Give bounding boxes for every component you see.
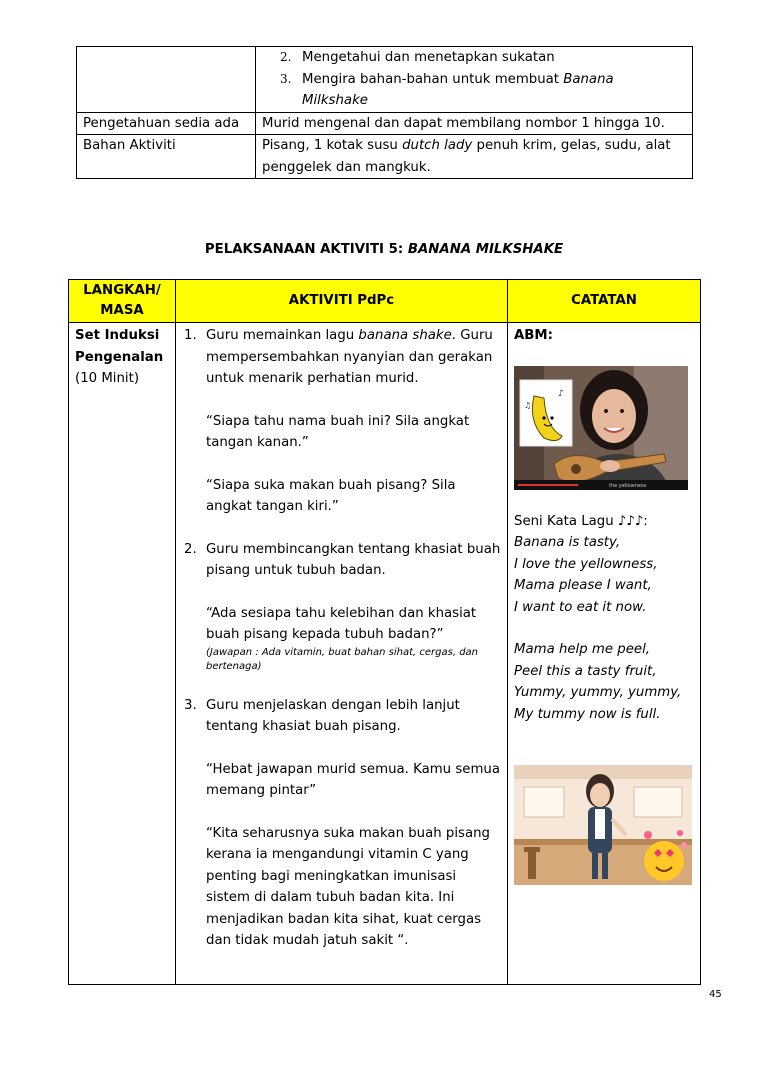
prior-knowledge-label: Pengetahuan sedia ada [77,112,256,135]
activity-row [69,323,701,985]
materials-text-end: penuh krim, gelas, sudu, alat penggelek dan mangkuk. [262,138,671,175]
activity-quote: “Siapa suka makan buah pisang? Sila angkat tangan kiri.” [206,477,456,514]
lyrics-line: Mama help me peel, [514,642,651,657]
step-time: (10 Minit) [75,371,140,386]
activity-item-2 [184,539,501,582]
materials-label: Bahan Aktiviti [77,135,256,179]
activity-number: 3. [184,697,197,713]
abm-label: ABM: [514,328,553,343]
activity-item-3 [184,695,501,738]
objective-continuation: Milkshake [302,93,368,108]
activity-cell [176,323,508,985]
lyrics-line: Peel this a tasty fruit, [514,663,657,679]
activity-item-1 [184,325,501,390]
step-cell [69,323,176,985]
song-video-image [514,366,688,490]
objectives-cell [256,47,693,113]
svg-text:♫: ♫ [524,400,532,410]
page-number: 45 [709,989,722,1000]
objective-italic: Banana [563,71,614,87]
section-title-prefix: PELAKSANAAN AKTIVITI 5: [204,242,408,257]
objectives-row [77,47,693,113]
objective-item [262,47,686,69]
lyrics-line: I love the yellowness, [514,556,658,572]
song-title: banana shake [358,328,452,343]
materials-text: Pisang, 1 kotak susu [262,138,403,153]
objective-number: 2. [280,50,292,64]
lyrics-line: Mama please I want, [514,578,652,593]
notes-cell [508,323,701,985]
activity-text: Guru memainkan lagu [206,328,359,343]
activity-quote: “Siapa tahu nama buah ini? Sila angkat tangan kanan.” [206,413,470,450]
lyrics-line: Banana is tasty, [514,535,621,550]
header-notes: CATATAN [508,280,701,323]
activity-number: 2. [184,541,197,557]
activity-text: Guru menjelaskan dengan lebih lanjut tentang khasiat buah pisang. [206,697,460,734]
lyrics-line: My tummy now is full. [514,706,661,722]
lesson-info-table [76,46,693,179]
lyrics-title: Seni Kata Lagu ♪♪♪: [514,513,648,529]
header-step: LANGKAH/ MASA [69,280,176,323]
lyrics-line: I want to eat it now. [514,599,647,615]
materials-row [77,135,693,179]
activity-quote: “Kita seharusnya suka makan buah pisang kerana ia mengandungi vitamin C yang penting bagi meningkatkan imunisasi sistem di dalam tubuh badan kita. Ini menjadikan badan kita sihat, kuat cergas dan tidak mudah jatuh sakit “. [206,825,490,948]
step-title-2: Pengenalan [75,349,164,365]
activity-table-header [69,280,701,323]
materials-italic: dutch lady [402,138,473,153]
activity-table [68,279,701,985]
prior-knowledge-value: Murid mengenal dan dapat membilang nombor 1 hingga 10. [256,112,693,135]
section-title [0,242,768,257]
prior-knowledge-row [77,112,693,135]
objective-text: Mengira bahan-bahan untuk membuat [302,71,564,87]
objective-item [262,69,686,112]
step-title-1: Set Induksi [75,328,160,343]
activity-number: 1. [184,328,197,343]
materials-value [256,135,693,179]
svg-text:♪: ♪ [558,388,564,399]
video-caption: the yellowness [609,482,647,489]
activity-quote: “Ada sesiapa tahu kelebihan dan khasiat buah pisang kepada tubuh badan?” [206,605,477,642]
objective-number: 3. [280,71,292,86]
activity-text: Guru membincangkan tentang khasiat buah pisang untuk tubuh badan. [206,541,501,578]
lyrics-line: Yummy, yummy, yummy, [514,685,682,700]
header-activity: AKTIVITI PdPc [176,280,508,323]
objective-text: Mengetahui dan menetapkan sukatan [302,50,555,65]
cartoon-teacher-image [514,765,692,885]
activity-text-end: . Guru mempersembahkan nyanyian dan gerakan untuk menarik perhatian murid. [206,328,493,386]
section-title-italic: BANANA MILKSHAKE [407,242,564,257]
answer-note: (Jawapan : Ada vitamin, buat bahan sihat, cergas, dan bertenaga) [206,646,479,672]
activity-quote: “Hebat jawapan murid semua. Kamu semua memang pintar” [206,761,500,798]
objectives-label-cell [77,47,256,113]
